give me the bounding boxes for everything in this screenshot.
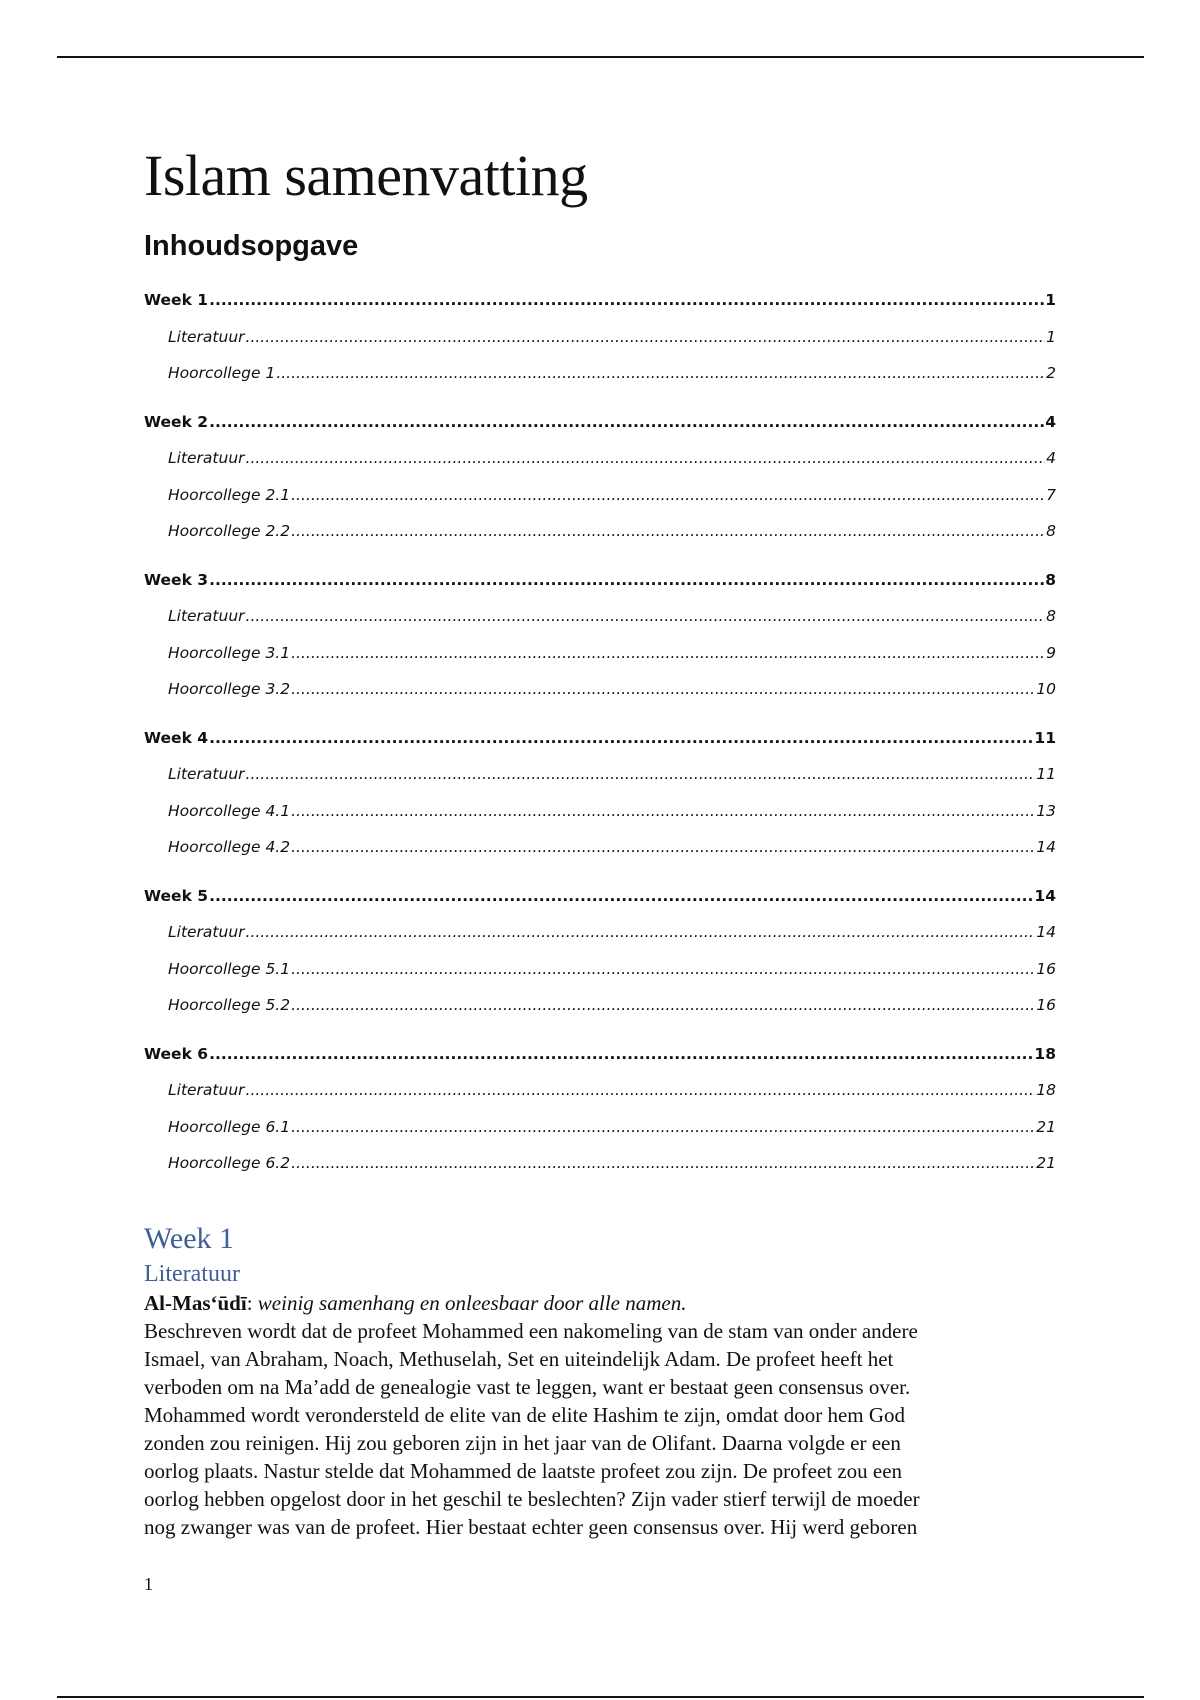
toc-entry-label: Hoorcollege 4.1 xyxy=(168,801,291,820)
document-page xyxy=(144,140,1056,1541)
section-heading: Week 1 xyxy=(144,1221,235,1255)
toc-entry-sub[interactable] xyxy=(144,960,1056,997)
toc-entry-page: 14 xyxy=(1036,838,1056,856)
toc-leader-dots xyxy=(246,607,1046,625)
toc-leader-dots xyxy=(209,413,1044,431)
toc-entry-page: 4 xyxy=(1046,449,1056,467)
document-title: Islam samenvatting xyxy=(144,143,588,208)
toc-entry-sub[interactable] xyxy=(144,923,1056,960)
body-line: oorlog plaats. Nastur stelde dat Mohammed de laatste profeet zou zijn. De profeet zou een xyxy=(144,1458,903,1483)
body-line: Ismael, van Abraham, Noach, Methuselah, Set en uiteindelijk Adam. De profeet heeft het xyxy=(144,1346,894,1371)
toc-entry-label: Literatuur xyxy=(168,765,245,783)
body-line: oorlog hebben opgelost door in het geschil te beslechten? Zijn vader stierf terwijl de moeder xyxy=(144,1486,920,1511)
toc-entry-label: Hoorcollege 2.1 xyxy=(168,485,291,504)
toc-entry-page: 7 xyxy=(1046,485,1056,504)
toc-entry-page: 16 xyxy=(1036,959,1056,978)
intro-separator: : xyxy=(246,1290,258,1315)
toc-entry-label: Week 5 xyxy=(144,886,209,905)
toc-leader-dots xyxy=(246,328,1046,346)
toc-entry-label: Hoorcollege 5.2 xyxy=(168,996,291,1014)
toc-entry-week[interactable] xyxy=(144,413,1056,450)
toc-entry-page: 14 xyxy=(1036,923,1056,941)
toc-leader-dots xyxy=(246,923,1036,941)
toc-leader-dots xyxy=(291,680,1035,698)
toc-entry-week[interactable] xyxy=(144,729,1056,766)
toc-entry-page: 18 xyxy=(1034,1044,1056,1063)
toc-leader-dots xyxy=(291,522,1045,540)
toc-entry-label: Hoorcollege 1 xyxy=(168,364,276,382)
top-rule xyxy=(57,56,1144,58)
toc-entry-page: 21 xyxy=(1036,1154,1056,1172)
toc-entry-page: 18 xyxy=(1036,1081,1056,1099)
toc-entry-sub[interactable] xyxy=(144,522,1056,559)
intro-line xyxy=(144,1289,1056,1317)
toc-entry-sub[interactable] xyxy=(144,1081,1056,1118)
toc-entry-week[interactable] xyxy=(144,571,1056,608)
toc-entry-label: Literatuur xyxy=(168,607,245,625)
toc-entry-label: Hoorcollege 3.1 xyxy=(168,643,291,662)
body-text xyxy=(144,1317,1056,1541)
body-line: verboden om na Ma’add de genealogie vast te leggen, want er bestaat geen consensus over. xyxy=(144,1374,911,1399)
intro-note: weinig samenhang en onleesbaar door alle namen. xyxy=(257,1290,687,1315)
toc-entry-page: 1 xyxy=(1045,291,1056,309)
toc-entry-sub[interactable] xyxy=(144,996,1056,1033)
toc-leader-dots xyxy=(291,802,1035,820)
toc-entry-sub[interactable] xyxy=(144,1118,1056,1155)
toc-entry-label: Week 2 xyxy=(144,412,209,431)
toc-entry-label: Week 4 xyxy=(144,728,209,747)
toc-entry-page: 14 xyxy=(1034,886,1056,905)
toc-entry-page: 11 xyxy=(1036,765,1056,783)
toc-entry-page: 11 xyxy=(1034,728,1056,747)
toc-entry-page: 1 xyxy=(1046,327,1056,346)
toc-entry-page: 8 xyxy=(1045,570,1056,589)
toc-entry-sub[interactable] xyxy=(144,802,1056,839)
toc-entry-page: 8 xyxy=(1046,522,1056,540)
toc-entry-label: Week 6 xyxy=(144,1044,209,1063)
toc-leader-dots xyxy=(291,996,1035,1014)
toc-entry-label: Literatuur xyxy=(168,923,245,941)
toc-leader-dots xyxy=(209,729,1033,747)
toc-entry-week[interactable] xyxy=(144,291,1056,328)
section-subheading: Literatuur xyxy=(144,1260,240,1287)
toc-leader-dots xyxy=(291,1154,1035,1172)
toc-entry-label: Literatuur xyxy=(168,1081,245,1099)
body-line: Beschreven wordt dat de profeet Mohammed een nakomeling van de stam van onder andere xyxy=(144,1318,918,1343)
toc-leader-dots xyxy=(209,291,1044,309)
toc-entry-label: Hoorcollege 5.1 xyxy=(168,959,291,978)
toc-leader-dots xyxy=(291,960,1035,978)
toc-leader-dots xyxy=(291,486,1045,504)
toc-leader-dots xyxy=(246,765,1036,783)
toc-leader-dots xyxy=(209,887,1033,905)
toc-entry-sub[interactable] xyxy=(144,607,1056,644)
toc-entry-label: Hoorcollege 6.1 xyxy=(168,1117,291,1136)
body-line: zonden zou reinigen. Hij zou geboren zijn in het jaar van de Olifant. Daarna volgde er een xyxy=(144,1430,901,1455)
toc-entry-page: 4 xyxy=(1045,412,1056,431)
body-line: nog zwanger was van de profeet. Hier bestaat echter geen consensus over. Hij werd geboren xyxy=(144,1514,918,1539)
toc-entry-page: 9 xyxy=(1046,643,1056,662)
toc-entry-label: Hoorcollege 6.2 xyxy=(168,1154,291,1172)
toc-leader-dots xyxy=(291,644,1045,662)
toc-entry-week[interactable] xyxy=(144,887,1056,924)
toc-entry-page: 2 xyxy=(1046,364,1056,382)
toc-leader-dots xyxy=(246,1081,1036,1099)
toc-entry-label: Hoorcollege 3.2 xyxy=(168,680,291,698)
toc-entry-sub[interactable] xyxy=(144,328,1056,365)
table-of-contents xyxy=(144,291,1056,1191)
toc-entry-label: Week 3 xyxy=(144,570,209,589)
toc-entry-label: Literatuur xyxy=(168,327,245,346)
toc-leader-dots xyxy=(246,449,1046,467)
toc-entry-sub[interactable] xyxy=(144,644,1056,681)
intro-term: Al-Masʻūdī xyxy=(144,1290,247,1315)
toc-entry-page: 21 xyxy=(1036,1117,1056,1136)
page-number: 1 xyxy=(144,1574,153,1594)
toc-leader-dots xyxy=(291,838,1035,856)
toc-entry-sub[interactable] xyxy=(144,364,1056,401)
toc-entry-sub[interactable] xyxy=(144,1154,1056,1191)
toc-entry-sub[interactable] xyxy=(144,486,1056,523)
toc-leader-dots xyxy=(209,571,1044,589)
toc-heading: Inhoudsopgave xyxy=(144,230,359,262)
toc-entry-label: Week 1 xyxy=(144,291,209,309)
toc-entry-sub[interactable] xyxy=(144,449,1056,486)
toc-leader-dots xyxy=(276,364,1045,382)
toc-entry-label: Hoorcollege 2.2 xyxy=(168,522,291,540)
toc-entry-page: 8 xyxy=(1046,607,1056,625)
toc-entry-sub[interactable] xyxy=(144,838,1056,875)
toc-leader-dots xyxy=(291,1118,1035,1136)
bottom-rule xyxy=(57,1696,1144,1698)
toc-entry-week[interactable] xyxy=(144,1045,1056,1082)
toc-entry-sub[interactable] xyxy=(144,680,1056,717)
toc-entry-page: 10 xyxy=(1036,680,1056,698)
body-line: Mohammed wordt verondersteld de elite van de elite Hashim te zijn, omdat door hem God xyxy=(144,1402,906,1427)
toc-entry-label: Hoorcollege 4.2 xyxy=(168,838,291,856)
toc-entry-page: 16 xyxy=(1036,996,1056,1014)
toc-entry-label: Literatuur xyxy=(168,449,245,467)
toc-leader-dots xyxy=(209,1045,1033,1063)
toc-entry-page: 13 xyxy=(1036,801,1056,820)
toc-entry-sub[interactable] xyxy=(144,765,1056,802)
